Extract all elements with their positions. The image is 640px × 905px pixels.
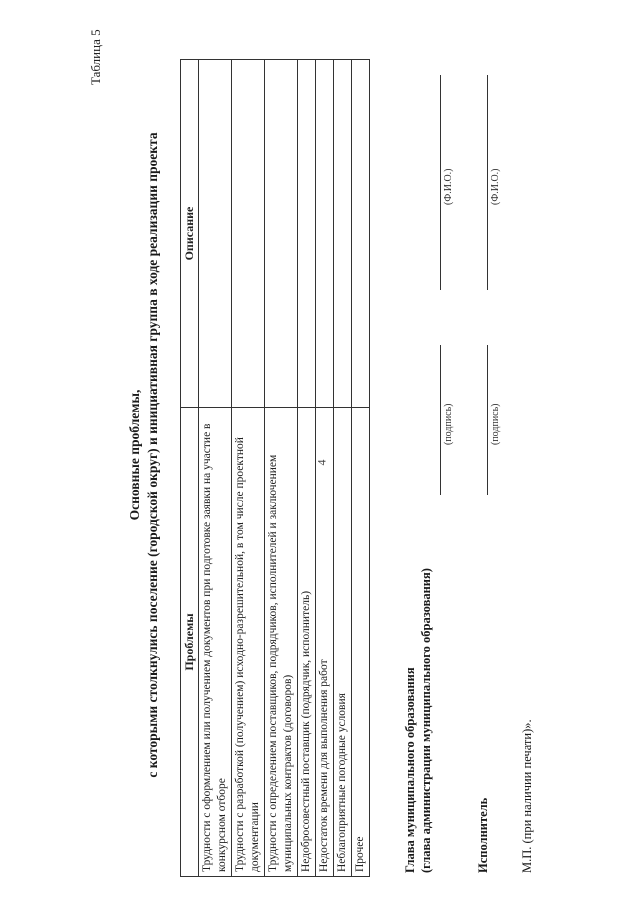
stamp-note: М.П. (при наличии печати)». [520, 719, 534, 873]
description-cell [298, 60, 316, 408]
table-row [265, 60, 298, 877]
table-header-row [181, 60, 199, 877]
header-problems: Проблемы [181, 408, 199, 877]
problem-cell: Трудности с разработкой (получением) исходно-разрешительной, в том числе проектной документации [232, 408, 265, 877]
head-title-line-1: Глава муниципального образования [403, 667, 417, 873]
description-cell [352, 60, 370, 408]
description-cell [334, 60, 352, 408]
description-cell [199, 60, 232, 408]
table-row [334, 60, 352, 877]
description-cell [316, 60, 334, 408]
problem-cell: Недостаток времени для выполнения работ [316, 408, 334, 877]
problem-cell: Недобросовестный поставщик (подрядчик, исполнитель) [298, 408, 316, 877]
executor-name-hint: (Ф.И.О.) [490, 168, 501, 205]
executor-label: Исполнитель [476, 797, 490, 873]
table-row [199, 60, 232, 877]
table-row [232, 60, 265, 877]
problem-cell: Прочее [352, 408, 370, 877]
table-row [316, 60, 334, 877]
head-signature-hint: (подпись) [443, 403, 454, 445]
head-signature-line [440, 345, 441, 495]
problem-cell: Трудности с оформлением или получением документов при подготовке заявки на участие в конкурсном отборе [199, 408, 232, 877]
header-description: Описание [181, 60, 199, 408]
head-title-line-2: (глава администрации муниципального образования) [419, 568, 433, 873]
head-name-line [440, 75, 441, 290]
problem-cell: Трудности с определением поставщиков, подрядчиков, исполнителей и заключением муниципальных контрактов (договоров) [265, 408, 298, 877]
head-title [402, 568, 434, 873]
executor-signature-line [487, 345, 488, 495]
title-line-1: Основные проблемы, [127, 389, 142, 521]
head-name-hint: (Ф.И.О.) [443, 168, 454, 205]
executor-name-line [487, 75, 488, 290]
problems-table [180, 59, 370, 877]
table-row [298, 60, 316, 877]
description-cell [265, 60, 298, 408]
problem-cell: Неблагоприятные погодные условия [334, 408, 352, 877]
table-label: Таблица 5 [88, 29, 103, 85]
title-line-2: с которыми столкнулись поселение (городской округ) и инициативная группа в ходе реализации проекта [145, 132, 160, 778]
table-row [352, 60, 370, 877]
description-cell [232, 60, 265, 408]
executor-signature-hint: (подпись) [490, 403, 501, 445]
